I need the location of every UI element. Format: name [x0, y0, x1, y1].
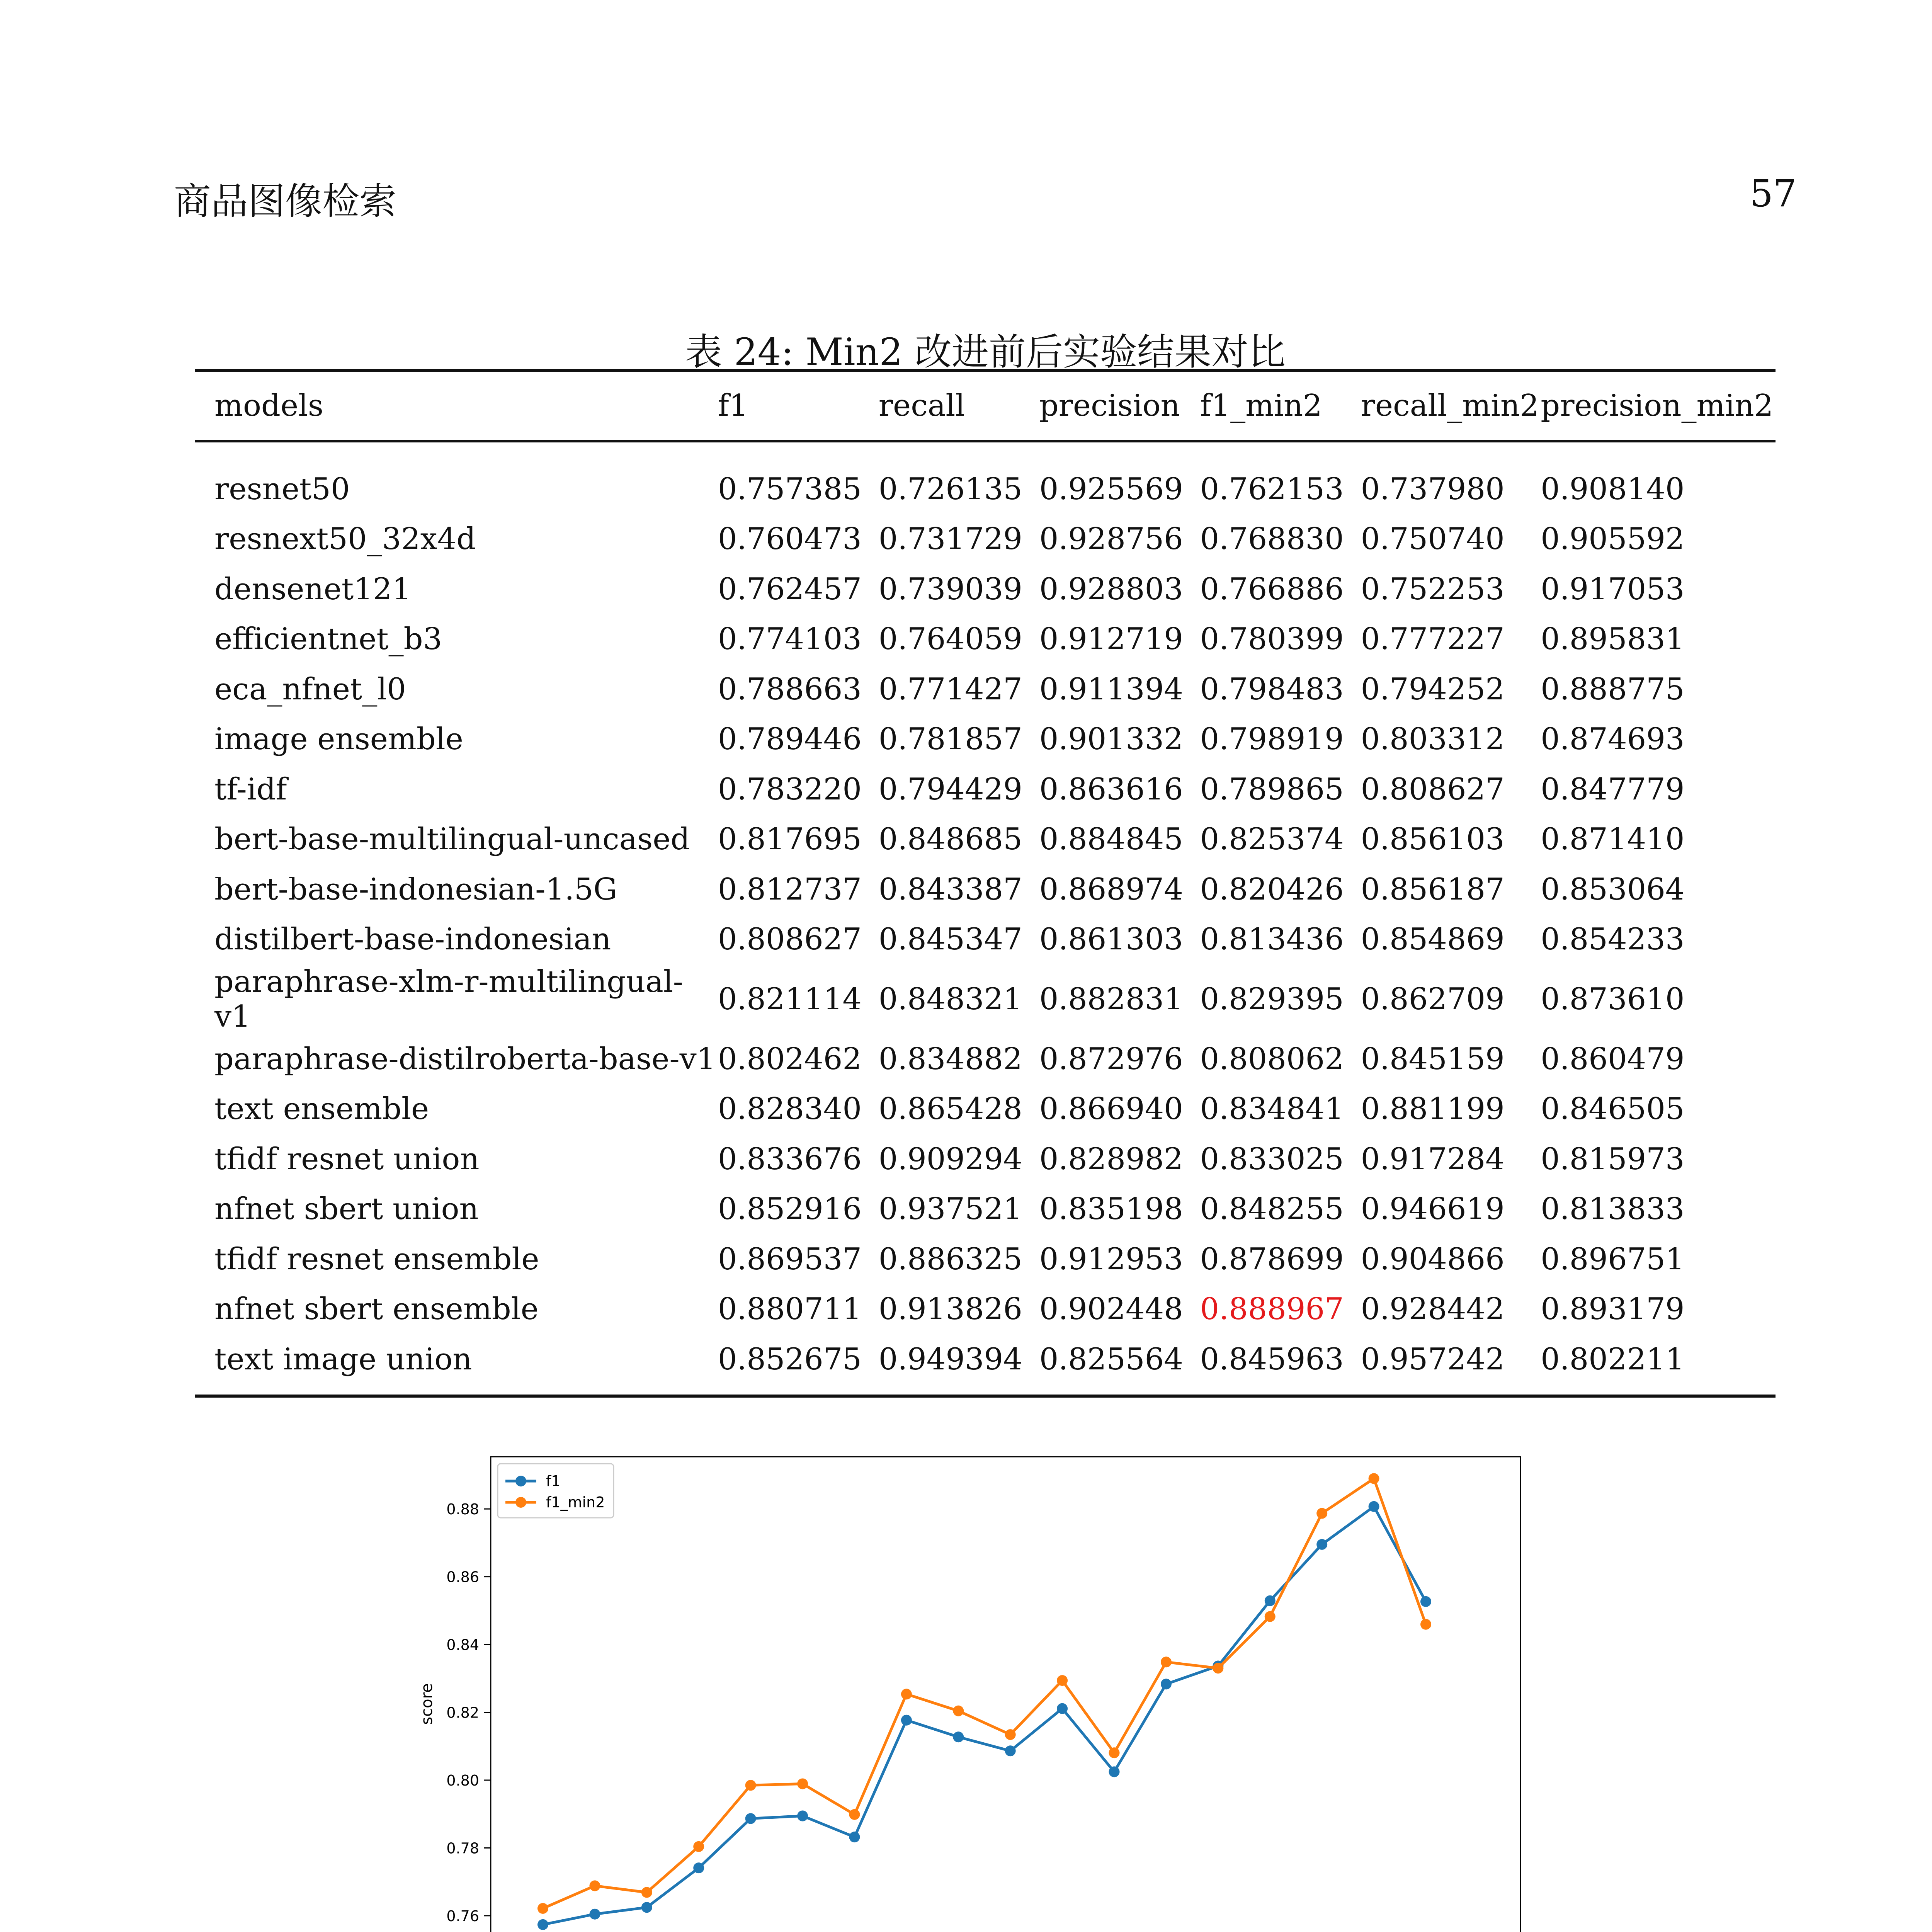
y-tick-label: 0.80: [446, 1772, 479, 1789]
metric-cell: 0.845347: [878, 922, 1022, 957]
table-row: [195, 764, 1776, 815]
metric-cell: 0.869537: [718, 1242, 862, 1277]
column-header-models: models: [214, 388, 323, 423]
metric-cell: 0.802462: [718, 1041, 862, 1077]
metric-cell: 0.904866: [1361, 1242, 1505, 1277]
column-header-f1-min2: f1_min2: [1200, 388, 1322, 423]
model-name-cell: text image union: [214, 1342, 472, 1377]
model-name-cell: densenet121: [214, 571, 412, 607]
metric-cell: 0.781857: [878, 722, 1022, 757]
legend-label: f1_min2: [546, 1494, 605, 1511]
table-caption: 表 24: Min2 改进前后实验结果对比: [685, 330, 1286, 374]
metric-cell: 0.834841: [1200, 1092, 1344, 1127]
model-name-cell: tf-idf: [214, 772, 287, 807]
table-row: [195, 514, 1776, 565]
table-row: [195, 1034, 1776, 1084]
model-name-cell: paraphrase-distilroberta-base-v1: [214, 1041, 716, 1077]
model-name-cell: paraphrase-xlm-r-multilingual-v1: [214, 964, 684, 1034]
metric-cell: 0.909294: [878, 1141, 1022, 1177]
table-row: [195, 864, 1776, 915]
metric-cell: 0.917053: [1541, 571, 1685, 607]
metric-cell: 0.908140: [1541, 471, 1685, 507]
plot-frame: [491, 1457, 1520, 1932]
running-title: 商品图像检索: [174, 180, 396, 223]
data-point-f1-min2: [1109, 1747, 1120, 1758]
column-header-f1: f1: [718, 388, 748, 423]
column-header-precision-min2: precision_min2: [1541, 388, 1774, 423]
y-tick-label: 0.76: [446, 1907, 479, 1925]
model-name-cell: tfidf resnet union: [214, 1141, 480, 1177]
metric-cell: 0.833676: [718, 1141, 862, 1177]
metric-cell: 0.750740: [1361, 522, 1505, 557]
metric-cell: 0.813436: [1200, 922, 1344, 957]
metric-cell: 0.825564: [1039, 1342, 1183, 1377]
data-point-f1: [1005, 1745, 1016, 1756]
metric-cell: 0.828982: [1039, 1141, 1183, 1177]
metric-cell: 0.794429: [878, 772, 1022, 807]
results-table-container: [195, 369, 1776, 1398]
model-name-cell: eca_nfnet_l0: [214, 672, 406, 707]
metric-cell: 0.845159: [1361, 1041, 1505, 1077]
metric-cell: 0.911394: [1039, 672, 1183, 707]
metric-cell: 0.802211: [1541, 1342, 1685, 1377]
table-row: [195, 441, 1776, 514]
table-body: [195, 441, 1776, 1396]
metric-cell: 0.739039: [878, 571, 1022, 607]
metric-cell: 0.852916: [718, 1192, 862, 1227]
table-row: [195, 714, 1776, 765]
metric-cell: 0.896751: [1541, 1242, 1685, 1277]
metric-cell: 0.817695: [718, 822, 862, 857]
model-name-cell: tfidf resnet ensemble: [214, 1242, 539, 1277]
metric-cell: 0.946619: [1361, 1192, 1505, 1227]
metric-cell: 0.928803: [1039, 571, 1183, 607]
metric-cell: 0.888775: [1541, 672, 1685, 707]
metric-cell: 0.949394: [878, 1342, 1022, 1377]
metric-cell: 0.848685: [878, 822, 1022, 857]
metric-cell: 0.902448: [1039, 1292, 1183, 1327]
metric-cell: 0.815973: [1541, 1141, 1685, 1177]
metric-cell: 0.893179: [1541, 1292, 1685, 1327]
metric-cell: 0.880711: [718, 1292, 862, 1327]
metric-cell: 0.957242: [1361, 1342, 1505, 1377]
data-point-f1: [745, 1813, 756, 1824]
metric-cell: 0.865428: [878, 1092, 1022, 1127]
metric-cell: 0.808062: [1200, 1041, 1344, 1077]
table-row: [195, 1284, 1776, 1335]
column-header-recall: recall: [878, 388, 965, 423]
data-point-f1: [1161, 1679, 1172, 1689]
column-header-recall-min2: recall_min2: [1361, 388, 1539, 423]
metric-cell: 0.872976: [1039, 1041, 1183, 1077]
data-point-f1-min2: [1369, 1473, 1379, 1484]
table-header: [195, 371, 1776, 441]
legend-label: f1: [546, 1473, 561, 1490]
metric-cell: 0.812737: [718, 872, 862, 907]
metric-cell: 0.881199: [1361, 1092, 1505, 1127]
data-point-f1-min2: [1005, 1729, 1016, 1740]
metric-cell: 0.764059: [878, 622, 1022, 657]
metric-cell: 0.901332: [1039, 722, 1183, 757]
metric-cell: 0.828340: [718, 1092, 862, 1127]
metric-cell: 0.752253: [1361, 571, 1505, 607]
metric-cell: 0.757385: [718, 471, 862, 507]
metric-cell: 0.726135: [878, 471, 1022, 507]
metric-cell: 0.846505: [1541, 1092, 1685, 1127]
data-point-f1-min2: [745, 1780, 756, 1791]
y-tick-label: 0.78: [446, 1840, 479, 1857]
metric-cell: 0.917284: [1361, 1141, 1505, 1177]
metric-cell: 0.928756: [1039, 522, 1183, 557]
data-point-f1: [1057, 1703, 1068, 1714]
metric-cell: 0.847779: [1541, 772, 1685, 807]
data-point-f1: [901, 1715, 912, 1726]
metric-cell: 0.798483: [1200, 672, 1344, 707]
metric-cell: 0.774103: [718, 622, 862, 657]
metric-cell: 0.798919: [1200, 722, 1344, 757]
data-point-f1-min2: [537, 1903, 548, 1914]
metric-cell: 0.794252: [1361, 672, 1505, 707]
metric-cell: 0.731729: [878, 522, 1022, 557]
metric-cell: 0.853064: [1541, 872, 1685, 907]
metric-cell: 0.928442: [1361, 1292, 1505, 1327]
metric-cell: 0.771427: [878, 672, 1022, 707]
data-point-f1: [589, 1909, 600, 1920]
data-point-f1: [849, 1832, 860, 1842]
metric-cell: 0.848255: [1200, 1192, 1344, 1227]
metric-cell: 0.835198: [1039, 1192, 1183, 1227]
legend-swatch-marker: [515, 1497, 526, 1508]
table-row: [195, 1084, 1776, 1134]
metric-cell: 0.873610: [1541, 982, 1685, 1017]
metric-cell: 0.777227: [1361, 622, 1505, 657]
metric-cell: 0.789446: [718, 722, 862, 757]
metric-cell: 0.825374: [1200, 822, 1344, 857]
data-point-f1-min2: [641, 1887, 652, 1898]
metric-cell: 0.833025: [1200, 1141, 1344, 1177]
metric-cell: 0.780399: [1200, 622, 1344, 657]
table-header-row: [195, 371, 1776, 441]
data-point-f1: [1109, 1766, 1120, 1777]
data-point-f1: [537, 1919, 548, 1930]
data-point-f1-min2: [589, 1880, 600, 1891]
metric-cell: 0.862709: [1361, 982, 1505, 1017]
metric-cell: 0.820426: [1200, 872, 1344, 907]
metric-cell: 0.856103: [1361, 822, 1505, 857]
data-point-f1-min2: [1265, 1611, 1276, 1622]
metric-cell: 0.852675: [718, 1342, 862, 1377]
table-row: [195, 1234, 1776, 1284]
data-point-f1: [953, 1731, 964, 1742]
metric-cell: 0.854869: [1361, 922, 1505, 957]
metric-cell: 0.821114: [718, 982, 862, 1017]
data-point-f1-min2: [849, 1809, 860, 1820]
results-table: [195, 369, 1776, 1398]
f1-line-chart: [386, 1422, 1584, 1932]
data-point-f1: [1420, 1596, 1431, 1607]
data-point-f1-min2: [693, 1841, 704, 1852]
metric-cell: 0.762457: [718, 571, 862, 607]
metric-cell: 0.843387: [878, 872, 1022, 907]
y-tick-label: 0.88: [446, 1501, 479, 1518]
model-name-cell: nfnet sbert ensemble: [214, 1292, 539, 1327]
metric-cell: 0.866940: [1039, 1092, 1183, 1127]
model-name-cell: bert-base-multilingual-uncased: [214, 822, 690, 857]
metric-cell: 0.845963: [1200, 1342, 1344, 1377]
metric-cell: 0.925569: [1039, 471, 1183, 507]
data-point-f1-min2: [1420, 1619, 1431, 1630]
y-tick-label: 0.86: [446, 1568, 479, 1586]
table-row: [195, 564, 1776, 614]
metric-cell: 0.868974: [1039, 872, 1183, 907]
y-tick-label: 0.82: [446, 1704, 479, 1721]
metric-cell: 0.913826: [878, 1292, 1022, 1327]
table-row: [195, 915, 1776, 965]
y-axis-label: score: [418, 1683, 436, 1725]
metric-cell: 0.888967: [1200, 1292, 1344, 1327]
model-name-cell: efficientnet_b3: [214, 622, 442, 657]
data-point-f1-min2: [953, 1706, 964, 1716]
table-row: [195, 614, 1776, 665]
metric-cell: 0.788663: [718, 672, 862, 707]
data-point-f1: [1265, 1595, 1276, 1606]
metric-cell: 0.854233: [1541, 922, 1685, 957]
metric-cell: 0.783220: [718, 772, 862, 807]
y-tick-label: 0.84: [446, 1636, 479, 1654]
page-number: 57: [1749, 172, 1797, 215]
page-header: [174, 172, 1797, 223]
metric-cell: 0.905592: [1541, 522, 1685, 557]
metric-cell: 0.861303: [1039, 922, 1183, 957]
metric-cell: 0.895831: [1541, 622, 1685, 657]
metric-cell: 0.768830: [1200, 522, 1344, 557]
metric-cell: 0.762153: [1200, 471, 1344, 507]
metric-cell: 0.813833: [1541, 1192, 1685, 1227]
model-name-cell: text ensemble: [214, 1092, 429, 1127]
data-point-f1: [797, 1811, 808, 1821]
data-point-f1-min2: [1213, 1663, 1223, 1673]
metric-cell: 0.789865: [1200, 772, 1344, 807]
metric-cell: 0.874693: [1541, 722, 1685, 757]
table-row: [195, 1134, 1776, 1184]
table-row: [195, 664, 1776, 714]
model-name-cell: distilbert-base-indonesian: [214, 922, 611, 957]
model-name-cell: nfnet sbert union: [214, 1192, 479, 1227]
table-row: [195, 964, 1776, 1034]
metric-cell: 0.912719: [1039, 622, 1183, 657]
data-point-f1-min2: [901, 1689, 912, 1699]
data-point-f1-min2: [1057, 1675, 1068, 1686]
metric-cell: 0.808627: [1361, 772, 1505, 807]
data-point-f1: [693, 1862, 704, 1873]
model-name-cell: image ensemble: [214, 722, 463, 757]
metric-cell: 0.937521: [878, 1192, 1022, 1227]
metric-cell: 0.766886: [1200, 571, 1344, 607]
data-point-f1-min2: [1316, 1508, 1327, 1519]
metric-cell: 0.886325: [878, 1242, 1022, 1277]
data-point-f1: [1316, 1539, 1327, 1550]
metric-cell: 0.878699: [1200, 1242, 1344, 1277]
metric-cell: 0.882831: [1039, 982, 1183, 1017]
table-row: [195, 1334, 1776, 1396]
metric-cell: 0.856187: [1361, 872, 1505, 907]
series-line-f1-min2: [543, 1478, 1426, 1908]
data-point-f1-min2: [797, 1778, 808, 1789]
f1-comparison-figure: [386, 1422, 1584, 1932]
metric-cell: 0.912953: [1039, 1242, 1183, 1277]
metric-cell: 0.871410: [1541, 822, 1685, 857]
column-header-precision: precision: [1039, 388, 1180, 423]
metric-cell: 0.863616: [1039, 772, 1183, 807]
table-row: [195, 815, 1776, 865]
legend-swatch-marker: [515, 1476, 526, 1486]
metric-cell: 0.808627: [718, 922, 862, 957]
data-point-f1: [1369, 1501, 1379, 1512]
metric-cell: 0.803312: [1361, 722, 1505, 757]
metric-cell: 0.834882: [878, 1041, 1022, 1077]
model-name-cell: bert-base-indonesian-1.5G: [214, 872, 617, 907]
table-row: [195, 1184, 1776, 1235]
metric-cell: 0.848321: [878, 982, 1022, 1017]
data-point-f1-min2: [1161, 1656, 1172, 1667]
metric-cell: 0.829395: [1200, 982, 1344, 1017]
metric-cell: 0.860479: [1541, 1041, 1685, 1077]
data-point-f1: [641, 1902, 652, 1913]
metric-cell: 0.760473: [718, 522, 862, 557]
metric-cell: 0.737980: [1361, 471, 1505, 507]
model-name-cell: resnext50_32x4d: [214, 522, 476, 557]
model-name-cell: resnet50: [214, 471, 350, 507]
metric-cell: 0.884845: [1039, 822, 1183, 857]
